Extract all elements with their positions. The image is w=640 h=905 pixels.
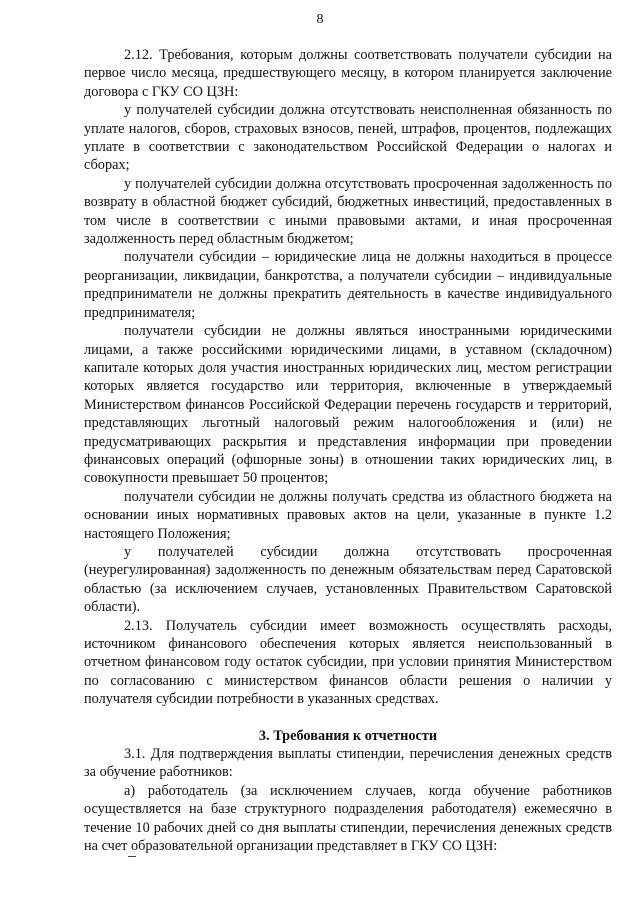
document-body (84, 46, 612, 855)
paragraph-2-12: 2.12. Требования, которым должны соответствовать получатели субсидии на первое число месяца, предшествующего месяцу, в котором планируется заключение договора с ГКУ СО ЦЗН: (84, 47, 612, 100)
page-number: 8 (316, 12, 324, 27)
paragraph-tax-obligation: у получателей субсидии должна отсутствовать неисполненная обязанность по уплате налогов, сборов, страховых взносов, пеней, штрафов, процентов, подлежащих уплате в соответствии с законодательством Российской Федерации о налогах и сборах; (84, 102, 612, 174)
section-title: 3. Требования к отчетности (258, 727, 438, 744)
paragraph-monetary-obligations: у получателей субсидии должна отсутствовать просроченная (неурегулированная) задолженность по денежным обязательствам перед Саратовской областью (за исключением случаев, установленных Правительством Саратовской области). (84, 543, 612, 616)
paragraph-foreign-entities: получатели субсидии не должны являться иностранными юридическими лицами, а также российскими юридическими лицами, в уставном (складочном) капитале которых доля участия иностранных юридических лиц, местом регистрации которых является государство или территория, включенные в утверждаемый Министерством финансов Российской Федерации перечень государств и территорий, представляющих льготный налоговый режим налогообложения и (или) не предусматривающих раскрытия и представления информации при проведении финансовых операций (офшорные зоны) в отношении таких юридических лиц, в совокупности превышает 50 процентов; (84, 323, 612, 487)
paragraph-3-1-a: а) работодатель (за исключением случаев, когда обучение работников осуществляется на базе структурного подразделения работодателя) ежемесячно в течение 10 рабочих дней со дня выплаты стипендии, перечисления денежных средств на счет образовательной организации представляет в ГКУ СО ЦЗН: (84, 782, 612, 855)
paragraph-reorganization: получатели субсидии – юридические лица не должны находиться в процессе реорганизации, ликвидации, банкротства, а получатели субсидии – индивидуальные предприниматели не должны прекратить деятельность в качестве индивидуального предпринимателя; (84, 249, 612, 321)
paragraph-other-funds: получатели субсидии не должны получать средства из областного бюджета на основании иных нормативных правовых актов на цели, указанные в пункте 1.2 настоящего Положения; (84, 488, 612, 542)
scan-mark (128, 856, 136, 857)
paragraph-3-1: 3.1. Для подтверждения выплаты стипендии, перечисления денежных средств за обучение работников: (84, 746, 612, 781)
paragraph-overdue-debt: у получателей субсидии должна отсутствовать просроченная задолженность по возврату в областной бюджет субсидий, бюджетных инвестиций, предоставленных в том числе в соответствии с иными правовыми актами, и иная просроченная задолженность перед областным бюджетом; (84, 175, 612, 248)
paragraph-2-13: 2.13. Получатель субсидии имеет возможность осуществлять расходы, источником финансового обеспечения которых является неиспользованный в отчетном финансовом году остаток субсидии, при условии принятия Министерством по согласованию с министерством финансов области решения о наличии у получателя субсидии потребности в указанных средствах. (84, 617, 612, 708)
